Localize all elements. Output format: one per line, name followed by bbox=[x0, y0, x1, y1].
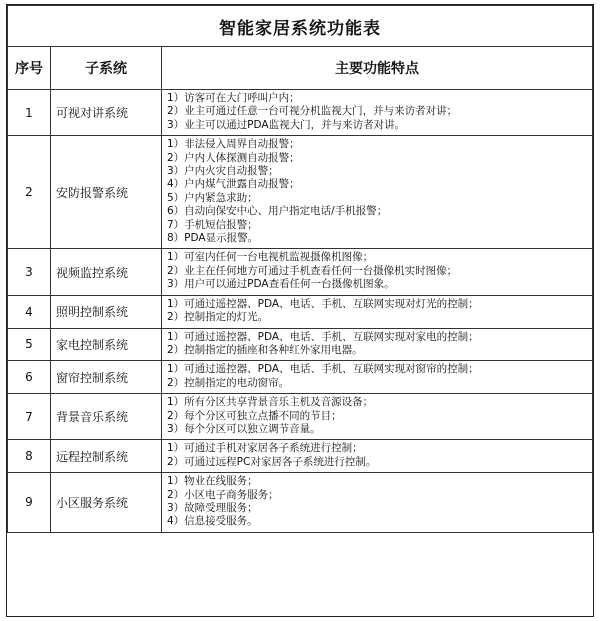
feature-list bbox=[162, 136, 593, 249]
feature-list bbox=[162, 473, 593, 533]
subsystem-name: 安防报警系统 bbox=[51, 136, 162, 249]
feature-item: 3）每个分区可以独立调节音量。 bbox=[167, 422, 321, 435]
feature-item: 1）可通过手机对家居各子系统进行控制； bbox=[167, 442, 363, 455]
feature-list bbox=[162, 249, 593, 295]
subsystem-name: 远程控制系统 bbox=[51, 440, 162, 473]
feature-item: 1）访客可在大门呼叫户内； bbox=[167, 92, 300, 104]
row-number: 6 bbox=[8, 361, 51, 394]
feature-list bbox=[162, 361, 593, 394]
feature-item: 3）故障受理服务； bbox=[167, 501, 258, 514]
table-row bbox=[8, 440, 593, 473]
header-features: 主要功能特点 bbox=[162, 47, 593, 90]
table-row bbox=[8, 295, 593, 328]
feature-item: 1）物业在线服务； bbox=[167, 475, 258, 488]
table-row bbox=[8, 136, 593, 249]
feature-item: 2）业主可通过任意一台可视分机监视大门，并与来访者对讲； bbox=[167, 105, 458, 118]
feature-item: 2）小区电子商务服务； bbox=[167, 488, 279, 501]
feature-item: 1）可室内任何一台电视机监视摄像机图像； bbox=[167, 251, 374, 264]
feature-list bbox=[162, 90, 593, 136]
row-number: 3 bbox=[8, 249, 51, 295]
row-number: 9 bbox=[8, 473, 51, 533]
feature-item: 3）户内火灾自动报警； bbox=[167, 165, 279, 178]
feature-list bbox=[162, 440, 593, 473]
feature-item: 2）控制指定的插座和各种红外家用电器。 bbox=[167, 343, 363, 356]
feature-list bbox=[162, 328, 593, 361]
table-title: 智能家居系统功能表 bbox=[8, 6, 593, 47]
feature-item: 4）户内煤气泄露自动报警； bbox=[167, 178, 300, 191]
feature-item: 1）可通过遥控器、PDA、电话、手机、互联网实现对窗帘的控制； bbox=[167, 363, 479, 376]
feature-item: 3）业主可以通过PDA监视大门，并与来访者对讲。 bbox=[167, 118, 406, 131]
row-number: 4 bbox=[8, 295, 51, 328]
feature-item: 1）非法侵入周界自动报警； bbox=[167, 138, 300, 151]
feature-item: 1）所有分区共享背景音乐主机及音源设备； bbox=[167, 396, 374, 409]
table-row bbox=[8, 328, 593, 361]
subsystem-name: 窗帘控制系统 bbox=[51, 361, 162, 394]
feature-item: 5）户内紧急求助； bbox=[167, 191, 258, 204]
feature-table bbox=[7, 5, 593, 533]
row-number: 7 bbox=[8, 394, 51, 440]
feature-item: 2）可通过远程PC对家居各子系统进行控制。 bbox=[167, 455, 377, 468]
header-subsystem: 子系统 bbox=[51, 47, 162, 90]
feature-item: 4）信息接受服务。 bbox=[167, 515, 258, 528]
feature-item: 2）每个分区可独立点播不同的节目； bbox=[167, 409, 342, 422]
feature-item: 3）用户可以通过PDA查看任何一台摄像机图象。 bbox=[167, 278, 395, 291]
subsystem-name: 视频监控系统 bbox=[51, 249, 162, 295]
table-row bbox=[8, 90, 593, 136]
row-number: 2 bbox=[8, 136, 51, 249]
feature-list bbox=[162, 394, 593, 440]
feature-item: 7）手机短信报警； bbox=[167, 218, 258, 231]
feature-table-frame bbox=[6, 4, 594, 617]
table-row bbox=[8, 394, 593, 440]
row-number: 5 bbox=[8, 328, 51, 361]
feature-item: 2）业主在任何地方可通过手机查看任何一台摄像机实时图像； bbox=[167, 264, 458, 277]
subsystem-name: 小区服务系统 bbox=[51, 473, 162, 533]
header-no: 序号 bbox=[8, 47, 51, 90]
subsystem-name: 家电控制系统 bbox=[51, 328, 162, 361]
feature-item: 1）可通过遥控器、PDA、电话、手机、互联网实现对灯光的控制； bbox=[167, 297, 479, 310]
header-row bbox=[8, 47, 593, 90]
subsystem-name: 照明控制系统 bbox=[51, 295, 162, 328]
table-row bbox=[8, 361, 593, 394]
feature-item: 1）可通过遥控器、PDA、电话、手机、互联网实现对家电的控制； bbox=[167, 330, 479, 343]
feature-item: 2）控制指定的灯光。 bbox=[167, 311, 269, 324]
title-row bbox=[8, 6, 593, 47]
feature-item: 2）控制指定的电动窗帘。 bbox=[167, 376, 290, 389]
subsystem-name: 背景音乐系统 bbox=[51, 394, 162, 440]
feature-list bbox=[162, 295, 593, 328]
subsystem-name: 可视对讲系统 bbox=[51, 90, 162, 136]
feature-item: 2）户内人体探测自动报警； bbox=[167, 151, 300, 164]
table-row bbox=[8, 473, 593, 533]
feature-item: 6）自动向保安中心、用户指定电话/手机报警； bbox=[167, 205, 388, 218]
feature-item: 8）PDA显示报警。 bbox=[167, 232, 259, 245]
row-number: 1 bbox=[8, 90, 51, 136]
row-number: 8 bbox=[8, 440, 51, 473]
table-row bbox=[8, 249, 593, 295]
